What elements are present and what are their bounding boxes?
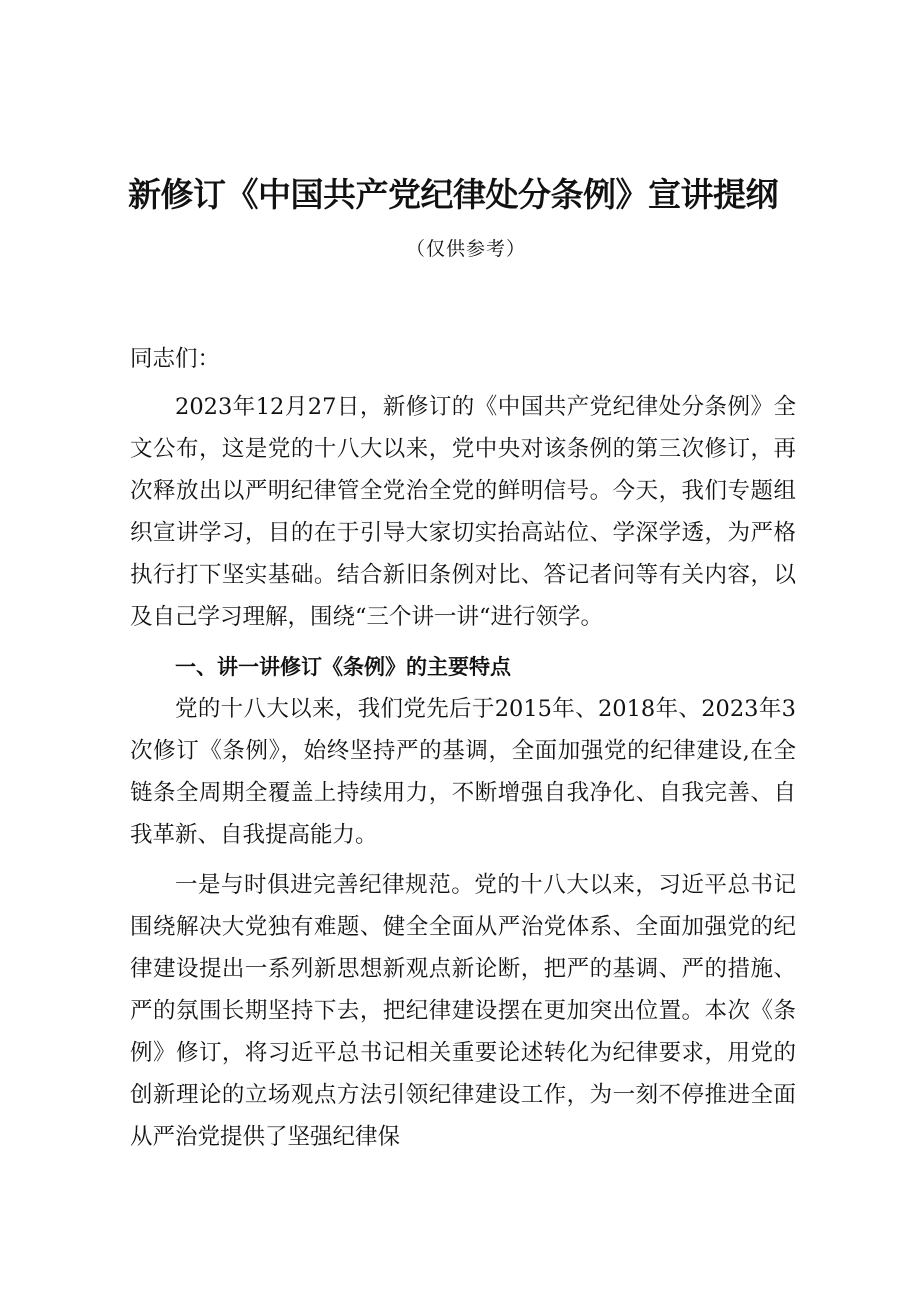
document-subtitle: （仅供参考）	[405, 238, 526, 260]
section-paragraph-2: 一是与时俱进完善纪律规范。党的十八大以来，习近平总书记围绕解决大党独有难题、健全全面从严治党体系、全面加强党的纪律建设提出一系列新思想新观点新论断，把严的基调、严的措施、严的氛围长期坚持下去，把纪律建设摆在更加突出位置。本次《条例》修订，将习近平总书记相关重要论述转化为纪律要求，用党的创新理论的立场观点方法引领纪律建设工作，为一刻不停推进全面从严治党提供了坚强纪律保	[130, 872, 796, 1150]
salutation: 同志们：	[130, 346, 221, 372]
document-title: 新修订《中国共产党纪律处分条例》宣讲提纲	[128, 175, 778, 214]
intro-paragraph: 2023年12月27日，新修订的《中国共产党纪律处分条例》全文公布，这是党的十八大以来，党中央对该条例的第三次修订，再次释放出以严明纪律管全党治全党的鲜明信号。今天，我们专题组织宣讲学习，目的在于引导大家切实抬高站位、学深学透，为严格执行打下坚实基础。结合新旧条例对比、答记者问等有关内容，以及自己学习理解，围绕“三个讲一讲“进行领学。	[130, 394, 796, 630]
document-body	[130, 338, 796, 1158]
section-heading: 一、讲一讲修订《条例》的主要特点	[175, 655, 511, 679]
section-paragraph-1: 党的十八大以来，我们党先后于2015年、2018年、2023年3次修订《条例》，始终坚持严的基调，全面加强党的纪律建设,在全链条全周期全覆盖上持续用力，不断增强自我净化、自我完善、自我革新、自我提高能力。	[130, 696, 796, 848]
